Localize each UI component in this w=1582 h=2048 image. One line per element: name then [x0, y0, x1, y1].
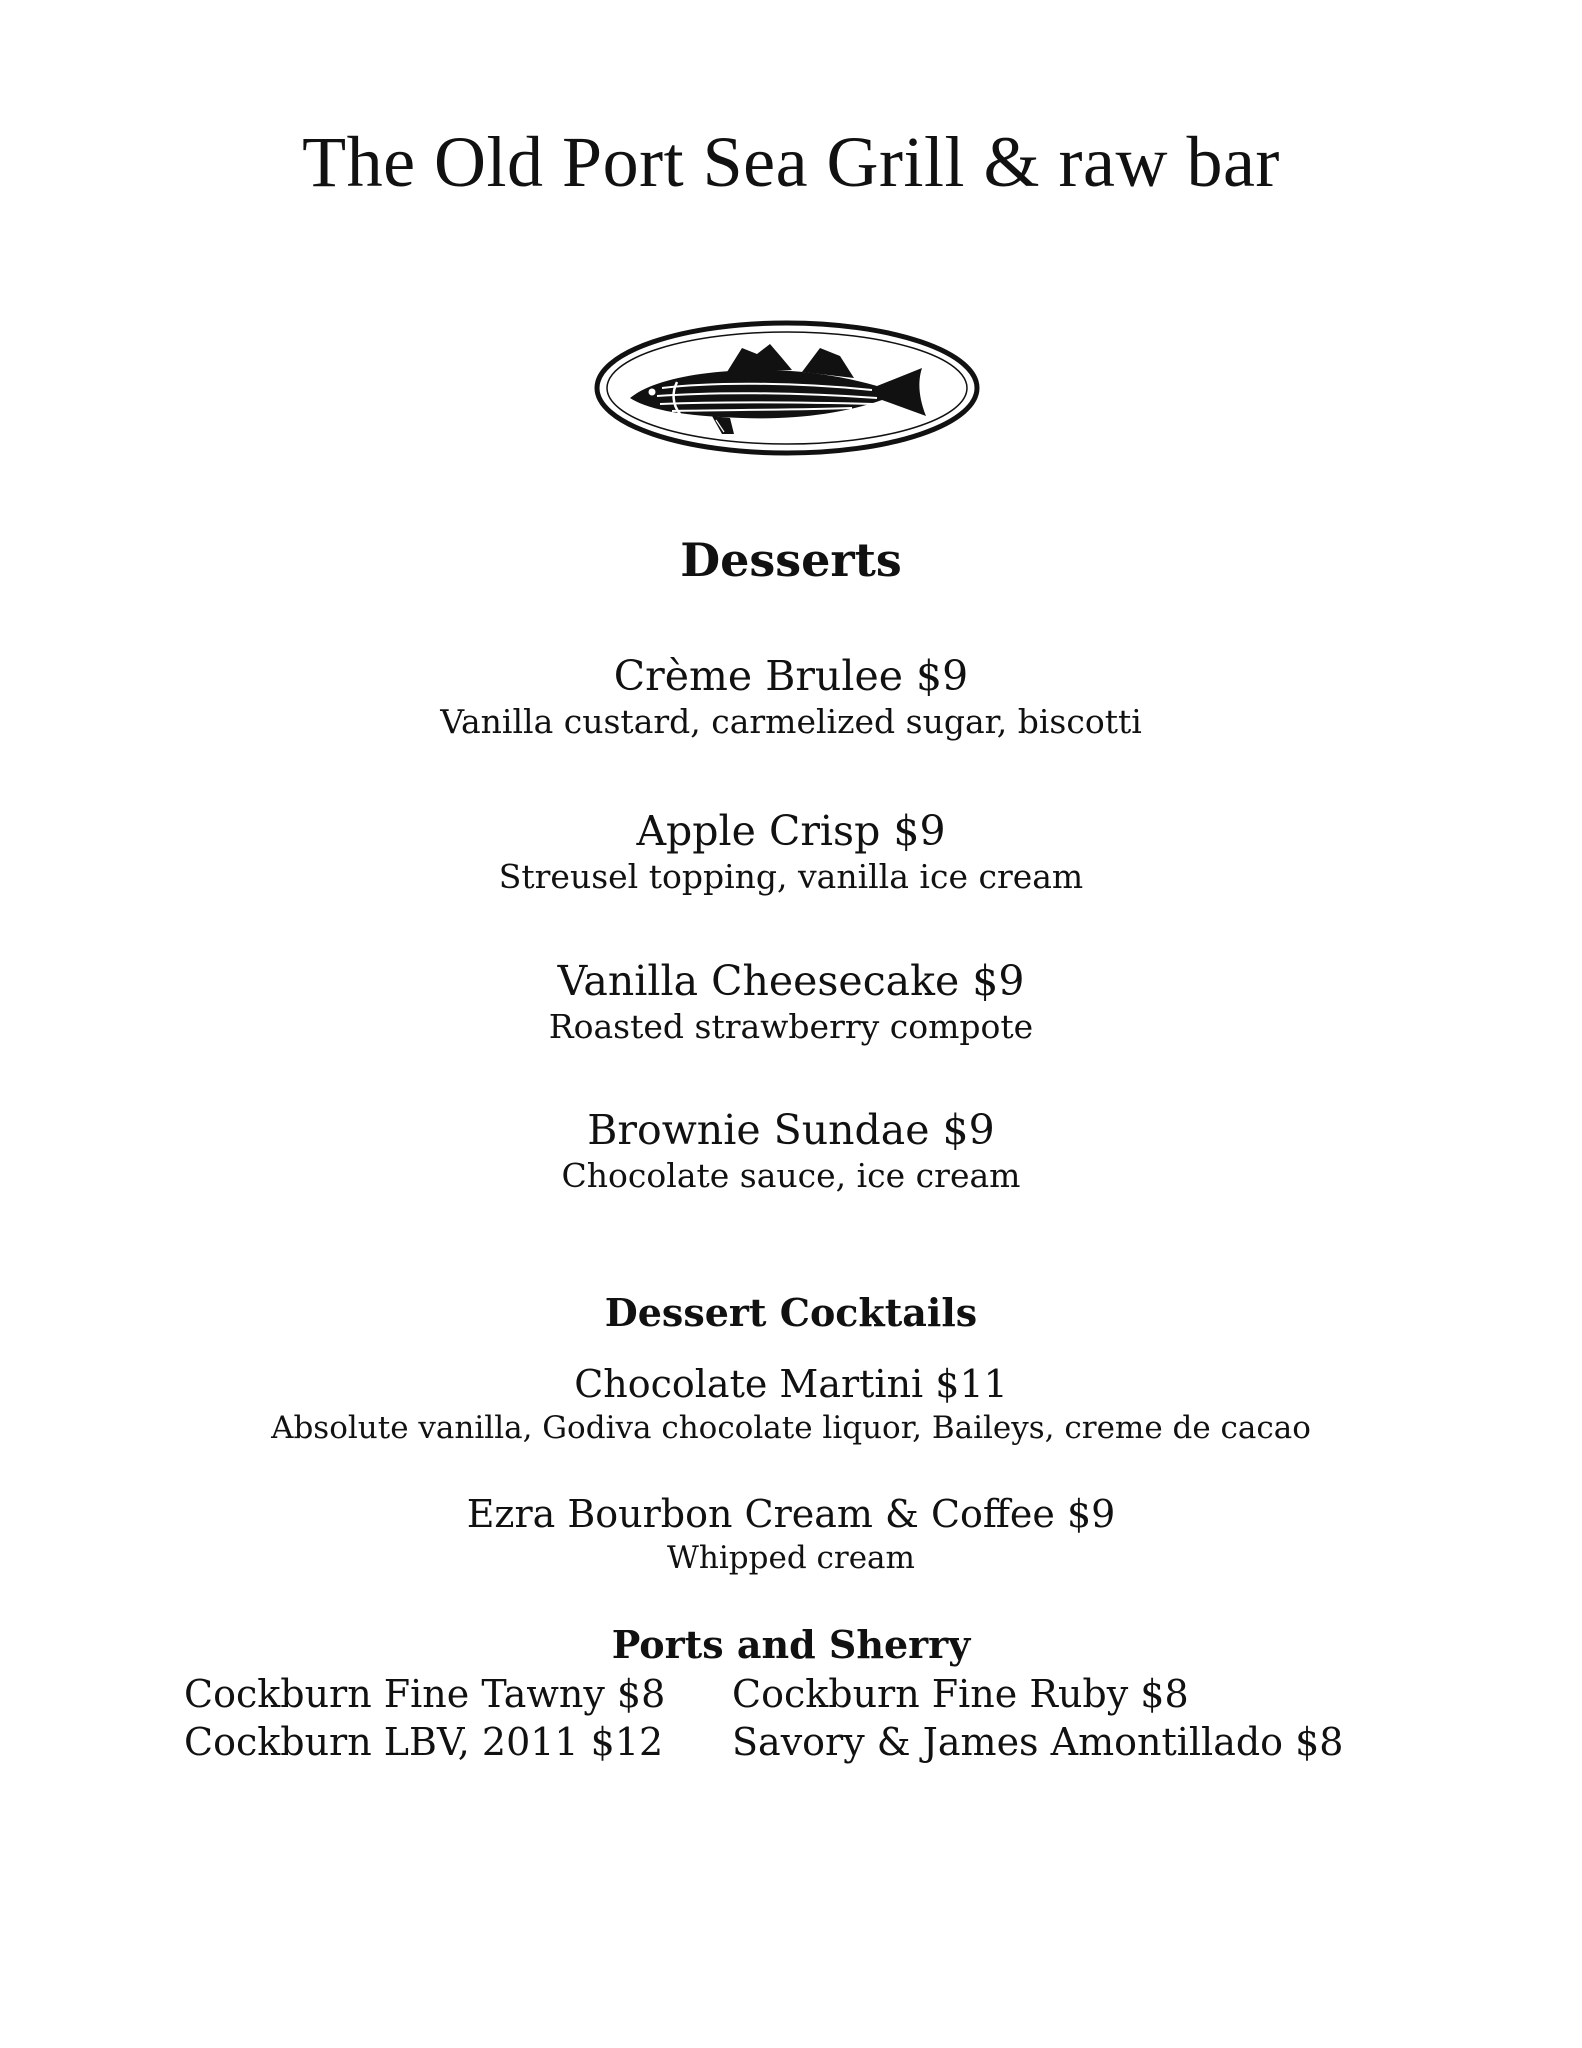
dessert-item-description: Chocolate sauce, ice cream [561, 1156, 1021, 1195]
dessert-item-name: Crème Brulee $9 [613, 652, 969, 700]
cocktail-item-description: Absolute vanilla, Godiva chocolate liquor, Baileys, creme de cacao [271, 1410, 1311, 1446]
ports-list [184, 1670, 1424, 1766]
restaurant-title: The Old Port Sea Grill & raw bar [302, 122, 1280, 202]
dessert-item-description: Streusel topping, vanilla ice cream [498, 857, 1084, 896]
dessert-item-name: Apple Crisp $9 [636, 807, 946, 855]
dessert-item [0, 1104, 1582, 1196]
dessert-item-description: Vanilla custard, carmelized sugar, biscotti [440, 702, 1142, 741]
striped-bass-fish-in-oval-icon [592, 318, 982, 458]
ports-and-sherry-heading: Ports and Sherry [611, 1622, 971, 1667]
dessert-item-description: Roasted strawberry compote [548, 1007, 1034, 1046]
cocktail-item [0, 1490, 1582, 1578]
dessert-item-name: Brownie Sundae $9 [587, 1106, 995, 1154]
cocktail-item-name: Chocolate Martini $11 [574, 1362, 1008, 1406]
dessert-cocktails-heading: Dessert Cocktails [604, 1290, 978, 1335]
cocktail-item-description: Whipped cream [667, 1540, 915, 1576]
port-item: Savory & James Amontillado $8 [732, 1720, 1344, 1764]
dessert-item [0, 650, 1582, 742]
cocktail-item-name: Ezra Bourbon Cream & Coffee $9 [466, 1492, 1116, 1536]
port-item: Cockburn Fine Tawny $8 [184, 1672, 666, 1716]
dessert-item-name: Vanilla Cheesecake $9 [557, 957, 1025, 1005]
port-item: Cockburn Fine Ruby $8 [732, 1672, 1189, 1716]
port-item: Cockburn LBV, 2011 $12 [184, 1720, 664, 1764]
dessert-item [0, 805, 1582, 897]
desserts-heading: Desserts [680, 533, 902, 587]
dessert-item [0, 955, 1582, 1047]
cocktail-item [0, 1360, 1582, 1448]
